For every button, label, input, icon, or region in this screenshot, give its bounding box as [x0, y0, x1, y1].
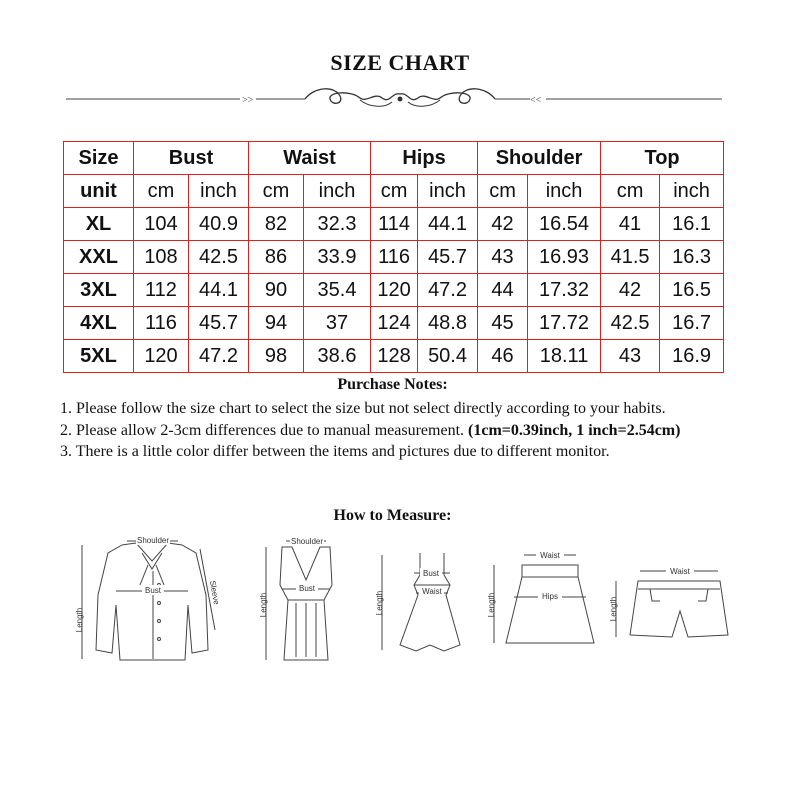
table-cell: 120 — [134, 340, 189, 373]
shorts-diagram — [616, 571, 728, 637]
note-2 — [60, 420, 740, 442]
header-size: Size — [64, 142, 134, 175]
size-label: 3XL — [64, 274, 134, 307]
size-label: XL — [64, 208, 134, 241]
table-cell: 47.2 — [418, 274, 478, 307]
page-title: SIZE CHART — [330, 50, 470, 75]
table-cell: 17.32 — [528, 274, 601, 307]
table-cell: 42 — [601, 274, 660, 307]
table-cell: 16.7 — [660, 307, 724, 340]
table-cell: 108 — [134, 241, 189, 274]
table-cell: 35.4 — [304, 274, 371, 307]
table-cell: 98 — [249, 340, 304, 373]
unit-cell: inch — [418, 175, 478, 208]
unit-cell: cm — [249, 175, 304, 208]
unit-cell: cm — [371, 175, 418, 208]
table-cell: 16.5 — [660, 274, 724, 307]
unit-row — [64, 175, 724, 208]
table-cell: 44 — [478, 274, 528, 307]
table-cell: 86 — [249, 241, 304, 274]
table-row — [64, 208, 724, 241]
table-cell: 116 — [371, 241, 418, 274]
header-shoulder: Shoulder — [478, 142, 601, 175]
table-cell: 45 — [478, 307, 528, 340]
table-cell: 43 — [478, 241, 528, 274]
table-cell: 42.5 — [189, 241, 249, 274]
table-cell: 120 — [371, 274, 418, 307]
how-to-measure-title: How to Measure: — [333, 507, 452, 524]
unit-cell: cm — [478, 175, 528, 208]
table-cell: 114 — [371, 208, 418, 241]
purchase-notes — [60, 398, 740, 463]
bust-label: Bust — [422, 569, 440, 578]
table-cell: 90 — [249, 274, 304, 307]
table-cell: 48.8 — [418, 307, 478, 340]
tank-top-diagram — [266, 541, 332, 660]
unit-cell: cm — [601, 175, 660, 208]
table-cell: 94 — [249, 307, 304, 340]
shoulder-label: Shoulder — [136, 536, 170, 545]
size-label: 4XL — [64, 307, 134, 340]
length-label: Length — [259, 592, 268, 618]
table-cell: 17.72 — [528, 307, 601, 340]
table-cell: 16.9 — [660, 340, 724, 373]
measure-diagrams — [60, 525, 740, 675]
table-cell: 104 — [134, 208, 189, 241]
table-row — [64, 241, 724, 274]
unit-cell: cm — [134, 175, 189, 208]
table-cell: 116 — [134, 307, 189, 340]
table-cell: 44.1 — [418, 208, 478, 241]
length-label: Length — [487, 592, 496, 618]
svg-text:<<: << — [530, 95, 542, 106]
unit-cell: inch — [660, 175, 724, 208]
table-row — [64, 274, 724, 307]
header-hips: Hips — [371, 142, 478, 175]
table-cell: 40.9 — [189, 208, 249, 241]
unit-label: unit — [64, 175, 134, 208]
table-cell: 33.9 — [304, 241, 371, 274]
size-label: XXL — [64, 241, 134, 274]
table-row — [64, 307, 724, 340]
note-3: 3. There is a little color differ between the items and pictures due to different monitor. — [60, 443, 610, 460]
length-label: Length — [609, 596, 618, 622]
hips-label: Hips — [541, 592, 559, 601]
table-cell: 112 — [134, 274, 189, 307]
bust-label: Bust — [298, 584, 316, 593]
note-1: 1. Please follow the size chart to select the size but not select directly according to your habits. — [60, 400, 666, 417]
table-cell: 41.5 — [601, 241, 660, 274]
table-cell: 45.7 — [189, 307, 249, 340]
table-cell: 32.3 — [304, 208, 371, 241]
waist-label: Waist — [540, 551, 560, 560]
note-2-conversion: (1cm=0.39inch, 1 inch=2.54cm) — [468, 421, 681, 439]
table-cell: 18.11 — [528, 340, 601, 373]
table-cell: 50.4 — [418, 340, 478, 373]
note-2-text: 2. Please allow 2-3cm differences due to manual measurement. — [60, 421, 469, 439]
table-row — [64, 340, 724, 373]
table-cell: 37 — [304, 307, 371, 340]
table-cell: 82 — [249, 208, 304, 241]
table-cell: 16.93 — [528, 241, 601, 274]
table-cell: 42 — [478, 208, 528, 241]
table-cell: 41 — [601, 208, 660, 241]
table-cell: 16.3 — [660, 241, 724, 274]
waist-label: Waist — [422, 587, 442, 596]
header-waist: Waist — [249, 142, 371, 175]
header-row — [64, 142, 724, 175]
table-cell: 16.1 — [660, 208, 724, 241]
size-label: 5XL — [64, 340, 134, 373]
table-cell: 44.1 — [189, 274, 249, 307]
purchase-notes-title: Purchase Notes: — [337, 376, 448, 393]
unit-cell: inch — [189, 175, 249, 208]
sleeve-label: Sleeve — [207, 579, 222, 606]
table-cell: 128 — [371, 340, 418, 373]
shoulder-label: Shoulder — [290, 537, 324, 546]
table-cell: 42.5 — [601, 307, 660, 340]
table-cell: 16.54 — [528, 208, 601, 241]
table-cell: 124 — [371, 307, 418, 340]
title-ornament — [60, 84, 740, 114]
length-label: Length — [375, 590, 384, 616]
waist-label: Waist — [670, 567, 690, 576]
size-table — [63, 141, 724, 373]
table-cell: 45.7 — [418, 241, 478, 274]
unit-cell: inch — [528, 175, 601, 208]
blouse-diagram — [82, 541, 215, 660]
table-cell: 38.6 — [304, 340, 371, 373]
length-label: Length — [75, 607, 84, 633]
table-cell: 47.2 — [189, 340, 249, 373]
header-top: Top — [601, 142, 724, 175]
bust-label: Bust — [144, 586, 162, 595]
header-bust: Bust — [134, 142, 249, 175]
table-cell: 46 — [478, 340, 528, 373]
unit-cell: inch — [304, 175, 371, 208]
dress-diagram — [382, 553, 460, 651]
table-cell: 43 — [601, 340, 660, 373]
svg-text:>>: >> — [242, 95, 254, 106]
